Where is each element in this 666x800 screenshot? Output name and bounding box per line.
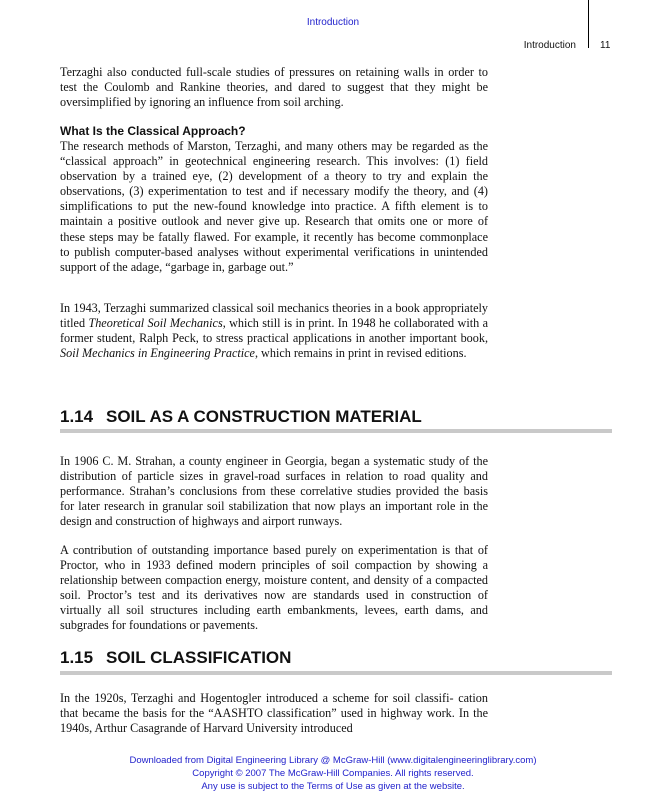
page-number: 11 — [600, 40, 611, 51]
text-segment: , which still is in print. In 1948 he collaborated with a former student, Ralph Peck, to stress practical applications in another important book, — [60, 316, 488, 346]
paragraph-strahan: In 1906 C. M. Strahan, a county engineer in Georgia, began a systematic study of the distribution of particle sizes in gravel-road surfaces in relation to road quality and performance. Strahan’s conclusions from these correlative studies provided the basis for later research in granular soil stabilization that now plays an important role in the design and construction of highways and airport runways. — [60, 454, 488, 529]
subheading-classical-approach: What Is the Classical Approach? — [60, 124, 246, 138]
paragraph-classical-approach: The research methods of Marston, Terzaghi, and many others may be regarded as the “classical approach” in geotechnical engineering research. This involves: (1) field observation by a trained eye, (2) development of a theory to try and explain the observations, (3) experimentation to test and if necessary modify the theory, and (4) simplifications to put the new-found knowledge into practice. A fifth element is to maintain a positive outlook and never give up. Research that omits one or more of these steps may be fatally flawed. For example, it recently has become commonplace to publish computer-based analyses without experimental verifications in unintended support of the adage, “garbage in, garbage out.” — [60, 139, 488, 274]
header-divider — [588, 0, 589, 48]
book-title-practice: Soil Mechanics in Engineering Practice — [60, 346, 255, 361]
footer-download-link[interactable]: Downloaded from Digital Engineering Library @ McGraw-Hill (www.digitalengineeringlibrary.com) — [129, 755, 537, 766]
section-number: 1.15 — [60, 648, 94, 667]
section-title: SOIL CLASSIFICATION — [106, 648, 292, 667]
section-rule — [60, 671, 612, 675]
paragraph-proctor: A contribution of outstanding importance based purely on experimentation is that of Proctor, who in 1933 defined modern principles of soil compaction by showing a relationship between compaction energy, moisture content, and density of a compacted soil. Proctor’s test and its derivatives now are standards used in construction of virtually all soil structures including earth embankments, levees, earth dams, and subgrades for foundations or pavements. — [60, 543, 488, 633]
section-rule — [60, 429, 612, 433]
paragraph-terzaghi-books — [60, 301, 488, 361]
footer-terms[interactable]: Any use is subject to the Terms of Use as given at the website. — [201, 781, 465, 792]
section-heading-1-14 — [60, 407, 612, 427]
paragraph-terzaghi-walls: Terzaghi also conducted full-scale studies of pressures on retaining walls in order to test the Coulomb and Rankine theories, and dared to suggest that they might be oversimplified by ignoring an influence from soil arching. — [60, 65, 488, 110]
section-number: 1.14 — [60, 407, 94, 426]
section-title: SOIL AS A CONSTRUCTION MATERIAL — [106, 407, 422, 426]
text-segment: In 1943, Terzaghi summarized classical soil mechanics theories in a book appropriately titled — [60, 301, 488, 331]
running-head: Introduction — [523, 40, 576, 51]
text-segment: , which remains in print in revised editions. — [254, 346, 467, 361]
section-heading-1-15 — [60, 648, 612, 668]
chapter-link[interactable]: Introduction — [306, 17, 360, 28]
book-title-theoretical: Theoretical Soil Mechanics — [88, 316, 223, 331]
paragraph-classification: In the 1920s, Terzaghi and Hogentogler introduced a scheme for soil classifi- cation that became the basis for the “AASHTO classification” used in highway work. In the 1940s, Arthur Casagrande of Harvard University introduced — [60, 691, 488, 736]
footer-copyright[interactable]: Copyright © 2007 The McGraw-Hill Companies. All rights reserved. — [192, 768, 474, 779]
